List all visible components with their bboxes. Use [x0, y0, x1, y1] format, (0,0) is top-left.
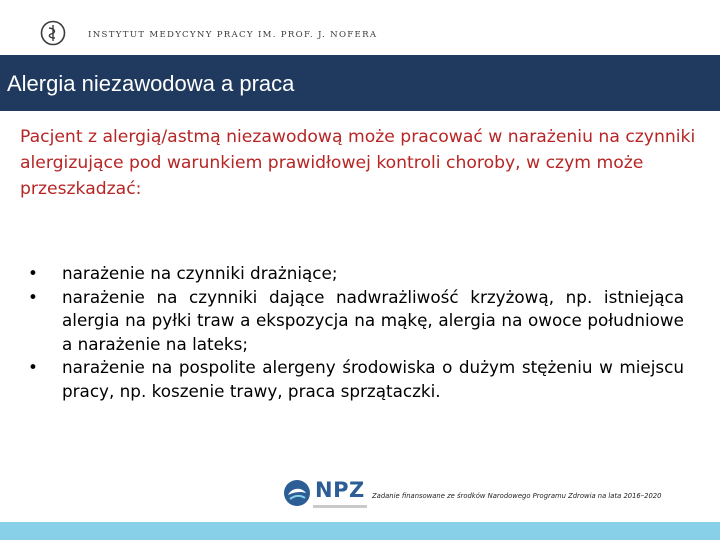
list-item — [28, 286, 684, 357]
header-bar — [0, 0, 720, 54]
title-bar — [0, 55, 720, 111]
bullet-marker: • — [28, 357, 38, 377]
npz-emblem-icon — [283, 479, 311, 507]
intro-text: Pacjent z alergią/astmą niezawodową może pracować w narażeniu na czynniki alergizujące pod warunkiem prawidłowej kontroli choroby, w czym może przeszkadzać: — [20, 127, 696, 199]
bullet-list — [28, 262, 684, 403]
institute-name: INSTYTUT MEDYCYNY PRACY IM. PROF. J. NOFERA — [88, 30, 378, 40]
bottom-strip — [0, 522, 720, 540]
institute-emblem-icon — [40, 20, 66, 46]
npz-logo — [283, 476, 368, 516]
bullet-marker: • — [28, 263, 38, 283]
funding-note: Zadanie finansowane ze środków Narodowego Programu Zdrowia na lata 2016–2020 — [372, 492, 662, 500]
npz-subline — [313, 505, 367, 508]
slide-title: Alergia niezawodowa a praca — [7, 71, 295, 96]
bullet-text: narażenie na czynniki dające nadwrażliwość krzyżową, np. istniejąca alergia na pyłki traw a ekspozycja na mąkę, alergia na owoce południowe a narażenie na lateks; — [62, 286, 684, 354]
npz-label: NPZ — [315, 478, 365, 502]
list-item — [28, 356, 684, 403]
list-item — [28, 262, 684, 286]
bullet-text: narażenie na czynniki drażniące; — [62, 263, 338, 283]
bullet-text: narażenie na pospolite alergeny środowiska o dużym stężeniu w miejscu pracy, np. koszenie trawy, praca sprzątaczki. — [62, 357, 684, 401]
bullet-marker: • — [28, 286, 38, 307]
